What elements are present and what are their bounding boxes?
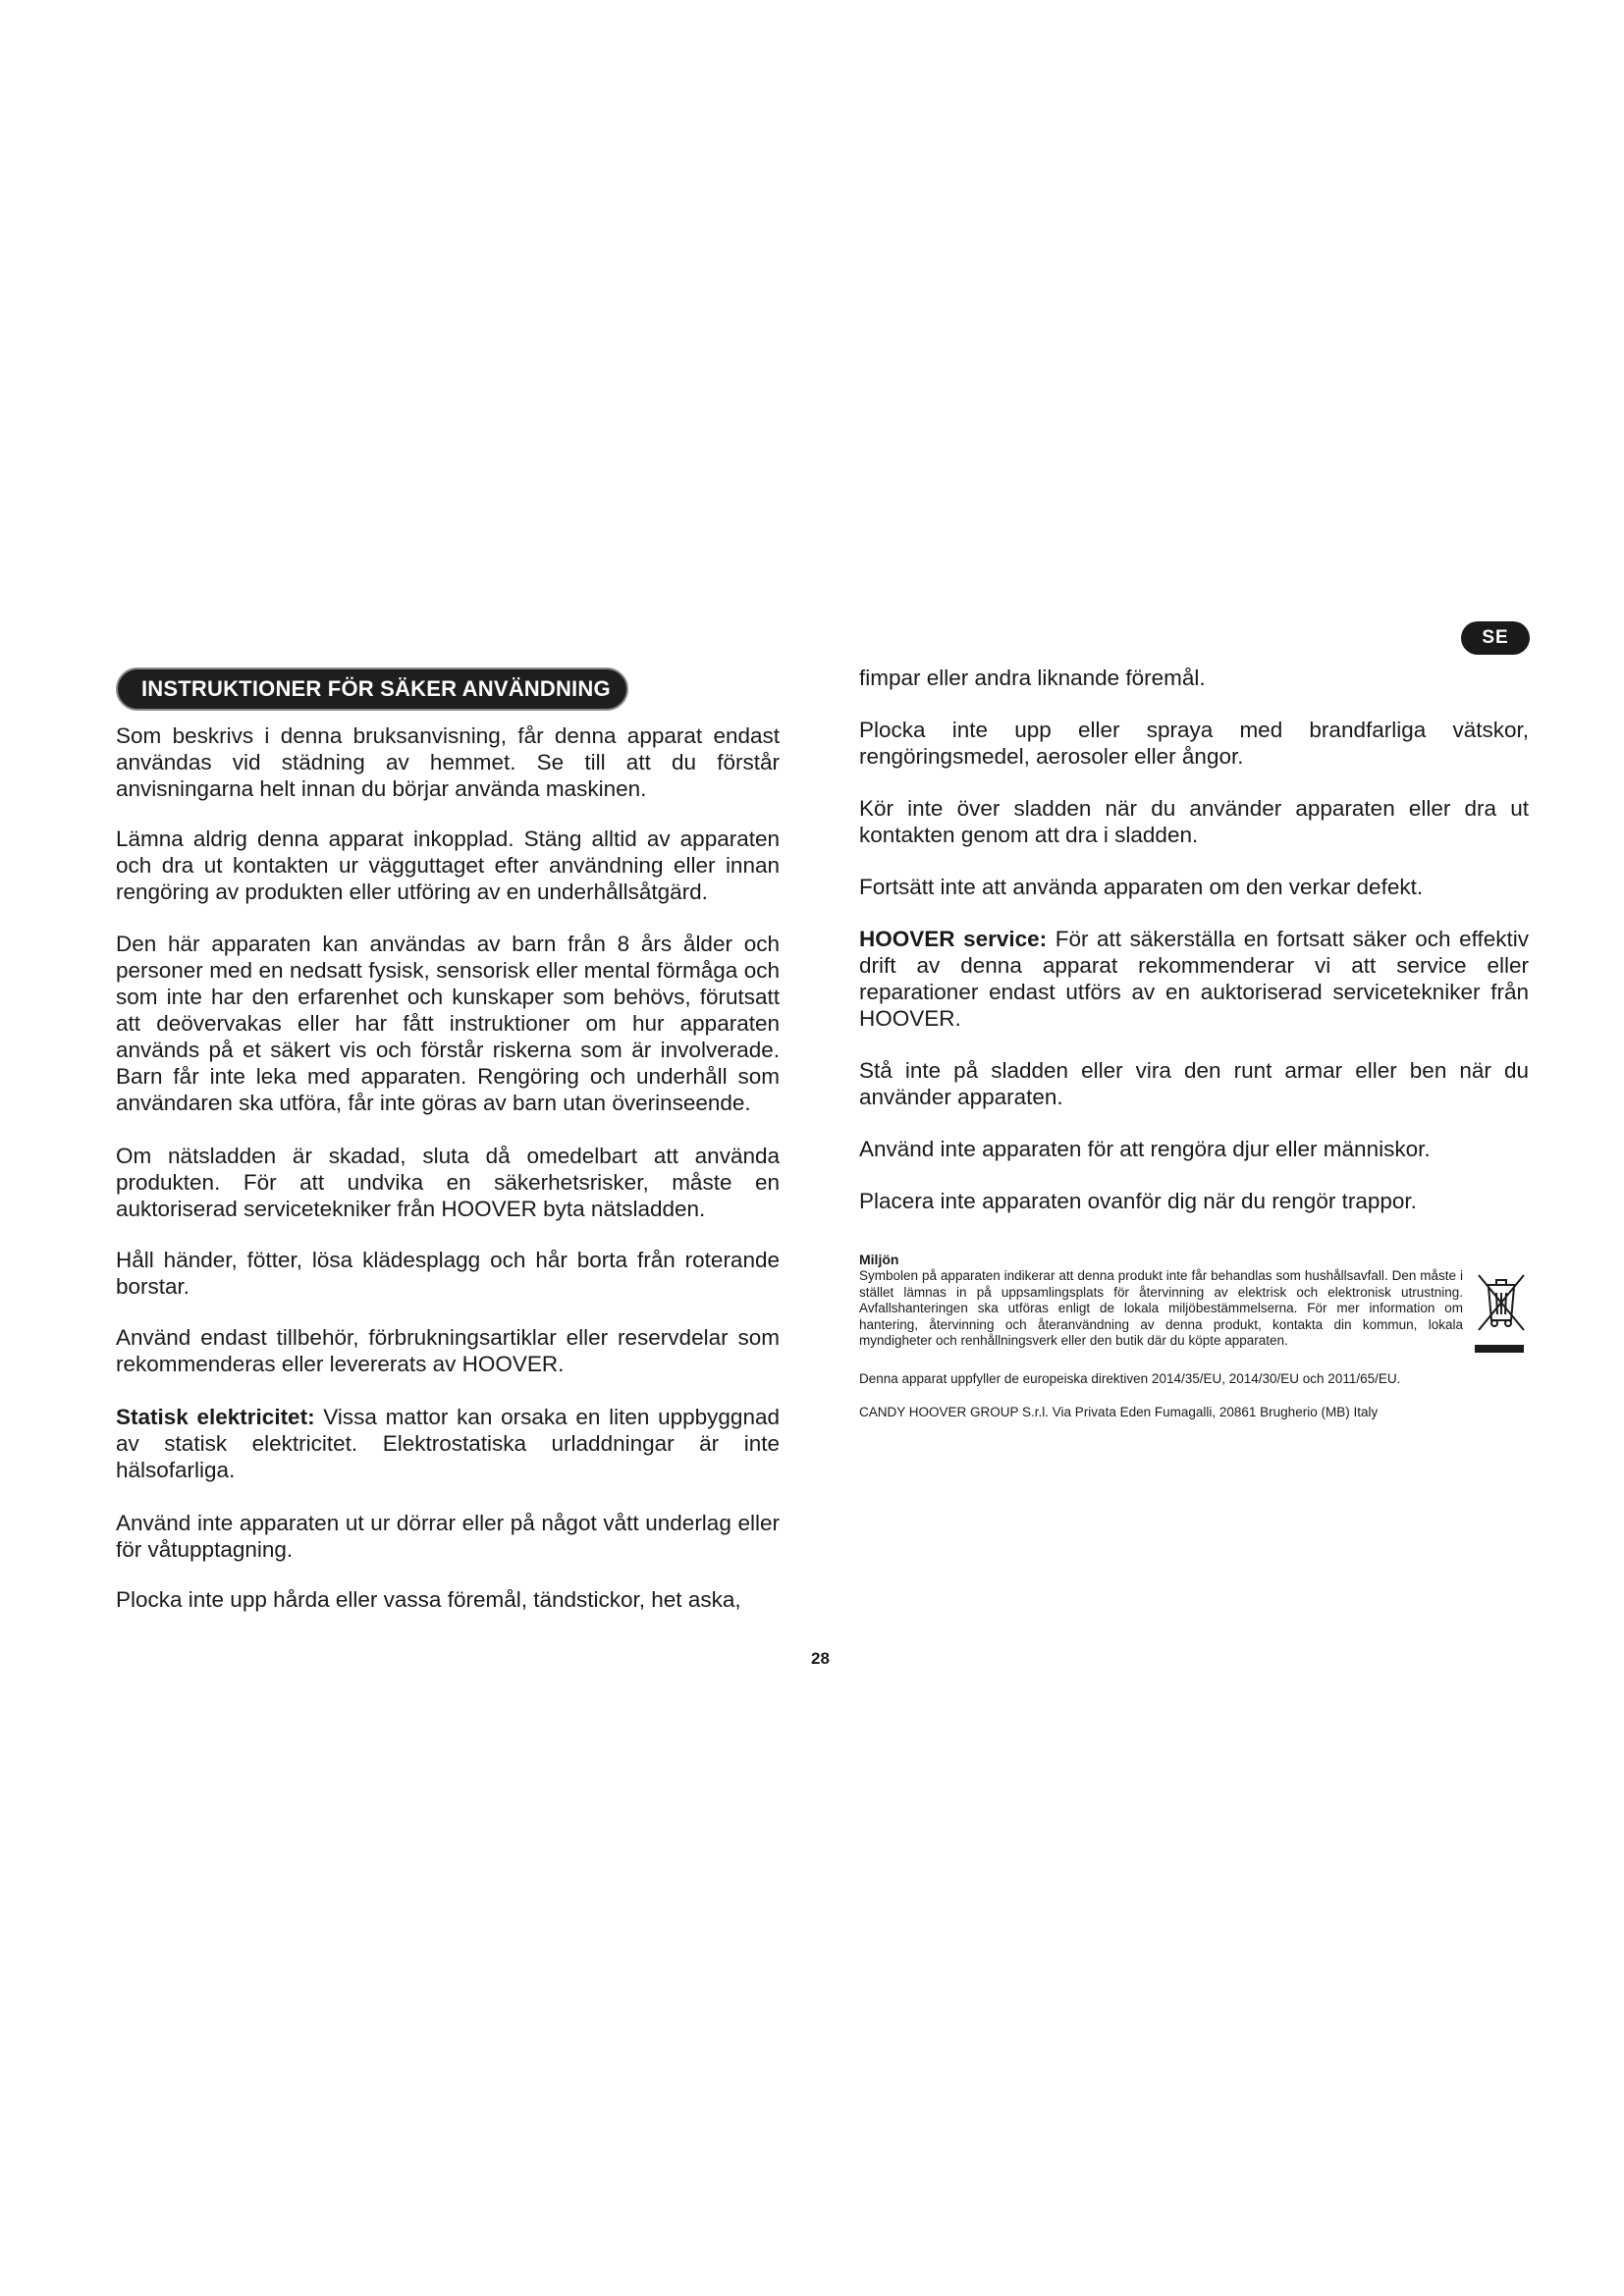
hoover-service-text: För att säkerställa en fortsatt säker och effektiv drift av denna apparat rekommenderar vi att service eller reparationer endast utförs av en auktoriserad servicetekniker från HOOVER. bbox=[859, 927, 1529, 1031]
paragraph-damaged-cord: Om nätsladden är skadad, sluta då omedelbart att använda produkten. För att undvika en säkerhetsrisker, måste en auktoriserad servicetekniker från HOOVER byta nätsladden. bbox=[116, 1144, 780, 1221]
right-column bbox=[859, 665, 1529, 1240]
environment-title: Miljön bbox=[859, 1252, 899, 1267]
paragraph-household-use: Som beskrivs i denna bruksanvisning, får denna apparat endast användas vid städning av hemmet. Se till att du förstår anvisningarna helt innan du börjar använda maskinen. bbox=[116, 723, 780, 801]
hoover-service-heading: HOOVER service: bbox=[859, 927, 1048, 951]
page-number: 28 bbox=[811, 1649, 830, 1668]
environment-section bbox=[859, 1252, 1529, 1420]
paragraph-outdoor-wet: Använd inte apparaten ut ur dörrar eller på något vått underlag eller för våtupptagning. bbox=[116, 1511, 780, 1562]
language-badge: SE bbox=[1461, 621, 1530, 655]
paragraph-cigarettes: fimpar eller andra liknande föremål. bbox=[859, 666, 1206, 690]
static-electricity-heading: Statisk elektricitet: bbox=[116, 1405, 315, 1429]
paragraph-animals-people: Använd inte apparaten för att rengöra djur eller människor. bbox=[859, 1137, 1431, 1161]
paragraph-static-electricity bbox=[116, 1404, 780, 1483]
paragraph-rotating-brushes: Håll händer, fötter, lösa klädesplagg och hår borta från roterande borstar. bbox=[116, 1248, 780, 1299]
paragraph-stairs: Placera inte apparaten ovanför dig när du rengör trappor. bbox=[859, 1189, 1417, 1213]
static-electricity-text: Vissa mattor kan orsaka en liten uppbyggnad av statisk elektricitet. Elektrostatiska urladdningar är inte hälsofarliga. bbox=[116, 1405, 780, 1482]
left-column bbox=[116, 722, 780, 1613]
paragraph-cord-handling: Kör inte över sladden när du använder apparaten eller dra ut kontakten genom att dra i sladden. bbox=[859, 796, 1529, 847]
environment-text: Symbolen på apparaten indikerar att denna produkt inte får behandlas som hushållsavfall. Den måste i stället lämnas in på uppsamlingsplats för återvinning av elektrisk och elektronisk utrustning. Avfallshanteringen ska utföras enligt de lokala miljöbestämmelserna. För mer information om hantering, återvinning och återanvändning av denna produkt, kontakta din kommun, lokala myndigheter och renhållningsverk eller den butik där du köpte apparaten. bbox=[859, 1268, 1463, 1348]
paragraph-defect: Fortsätt inte att använda apparaten om den verkar defekt. bbox=[859, 875, 1424, 899]
paragraph-unplug: Lämna aldrig denna apparat inkopplad. Stäng alltid av apparaten och dra ut kontakten ur vägguttaget efter användning eller innan rengöring av produkten eller utföring av en underhållsåtgärd. bbox=[116, 827, 780, 904]
company-line: CANDY HOOVER GROUP S.r.l. Via Privata Eden Fumagalli, 20861 Brugherio (MB) Italy bbox=[859, 1405, 1379, 1419]
bin-underline-bar bbox=[1475, 1345, 1524, 1353]
paragraph-hoover-service bbox=[859, 926, 1529, 1032]
paragraph-accessories: Använd endast tillbehör, förbrukningsartiklar eller reservdelar som rekommenderas eller levererats av HOOVER. bbox=[116, 1325, 780, 1376]
paragraph-flammable: Plocka inte upp eller spraya med brandfarliga vätskor, rengöringsmedel, aerosoler eller ångor. bbox=[859, 718, 1529, 769]
directive-line: Denna apparat uppfyller de europeiska direktiven 2014/35/EU, 2014/30/EU och 2011/65/EU. bbox=[859, 1371, 1401, 1386]
environment-row bbox=[859, 1268, 1529, 1353]
crossed-out-wheelie-bin-icon bbox=[1475, 1271, 1528, 1353]
paragraph-stand-on-cord: Stå inte på sladden eller vira den runt armar eller ben när du använder apparaten. bbox=[859, 1058, 1529, 1109]
section-title: INSTRUKTIONER FÖR SÄKER ANVÄNDNING bbox=[116, 667, 628, 711]
paragraph-children: Den här apparaten kan användas av barn från 8 års ålder och personer med en nedsatt fysisk, sensorisk eller mental förmåga och som inte har den erfarenhet och kunskaper som behövs, förutsatt att deövervakas eller har fått instruktioner om hur apparaten används på et säkert vis och förstår riskerna som är involverade. Barn får inte leka med apparaten. Rengöring och underhåll som användaren ska utföra, får inte göras av barn utan överinseende. bbox=[116, 932, 780, 1115]
paragraph-hard-objects: Plocka inte upp hårda eller vassa föremål, tändstickor, het aska, bbox=[116, 1587, 741, 1612]
wheelie-bin-svg bbox=[1475, 1271, 1528, 1334]
